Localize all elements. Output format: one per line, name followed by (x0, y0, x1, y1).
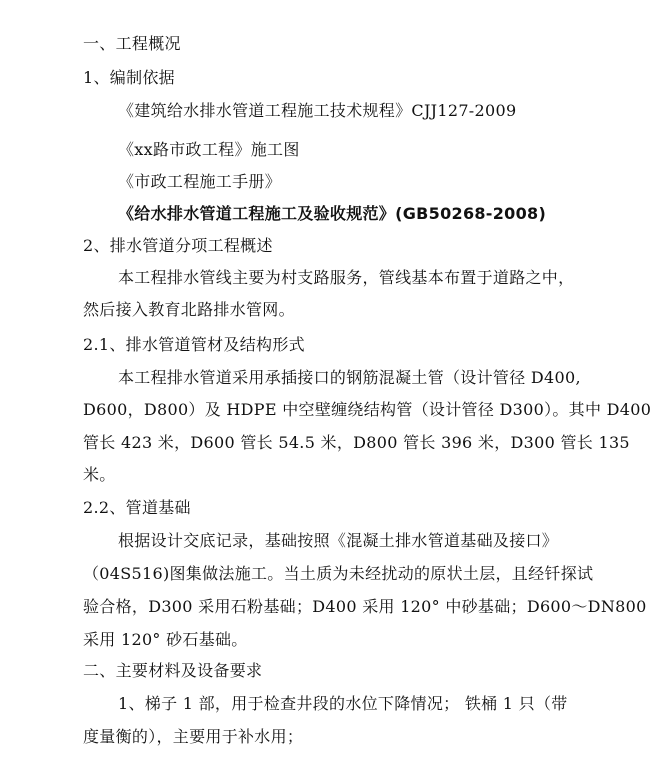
paragraph-line: 本工程排水管线主要为村支路服务，管线基本布置于道路之中， (118, 268, 575, 287)
paragraph-line: 采用 120° 砂石基础。 (83, 630, 248, 649)
paragraph-line: 根据设计交底记录，基础按照《混凝土排水管道基础及接口》 (118, 531, 559, 550)
reference-item: 《xx路市政工程》施工图 (118, 140, 300, 159)
paragraph-line: （04S516)图集做法施工。当土质为未经扰动的原状土层，且经钎探试 (83, 564, 594, 583)
reference-item: 《市政工程施工手册》 (118, 172, 282, 191)
chapter-heading-project-overview: 一、工程概况 (83, 34, 181, 53)
reference-item: 《建筑给水排水管道工程施工技术规程》CJJ127-2009 (118, 101, 517, 120)
chapter-heading-materials: 二、主要材料及设备要求 (83, 661, 263, 680)
section-heading-pipe-material: 2.1、排水管道管材及结构形式 (83, 335, 305, 354)
paragraph-line: 验合格，D300 采用石粉基础；D400 采用 120° 中砂基础；D600～DN800 (83, 597, 647, 616)
paragraph-line: 度量衡的），主要用于补水用； (83, 727, 304, 746)
paragraph-line: 然后接入教育北路排水管网。 (83, 300, 295, 319)
paragraph-line: 管长 423 米，D600 管长 54.5 米，D800 管长 396 米，D300 管长 135 (83, 433, 630, 452)
paragraph-line: 米。 (83, 465, 116, 484)
section-heading-basis: 1、编制依据 (83, 68, 175, 87)
section-heading-drainage-overview: 2、排水管道分项工程概述 (83, 236, 273, 255)
reference-item: 《给水排水管道工程施工及验收规范》(GB50268-2008) (118, 204, 547, 223)
paragraph-line: 本工程排水管道采用承插接口的钢筋混凝土管（设计管径 D400, (118, 368, 581, 387)
section-heading-pipe-foundation: 2.2、管道基础 (83, 498, 191, 517)
paragraph-line: D600，D800）及 HDPE 中空壁缠绕结构管（设计管径 D300）。其中 D400 (83, 400, 652, 419)
paragraph-line: 1、梯子 1 部，用于检查井段的水位下降情况； 铁桶 1 只（带 (118, 694, 568, 713)
